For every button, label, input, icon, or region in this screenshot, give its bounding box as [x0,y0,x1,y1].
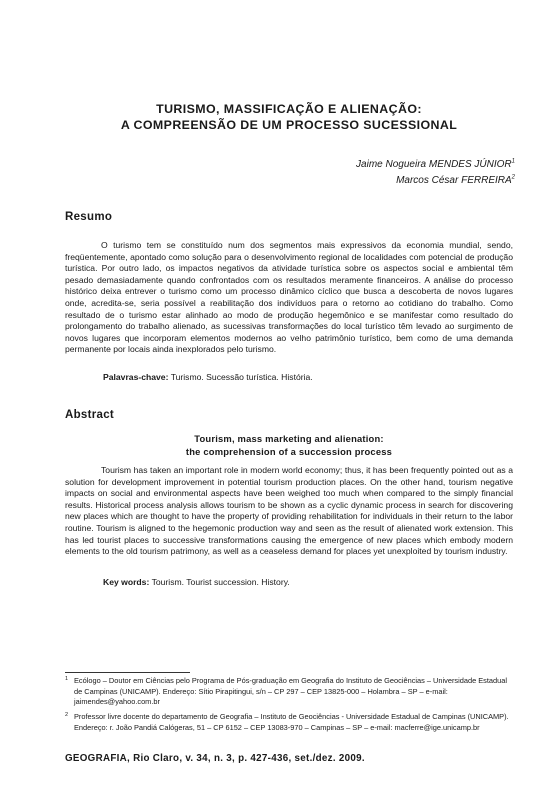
abstract-title-line-2: the comprehension of a succession process [185,446,393,457]
author-2 [356,173,515,189]
abstract-title [65,432,513,458]
keywords-label: Key words: [103,577,150,587]
author-1 [356,157,515,173]
journal-reference: GEOGRAFIA, Rio Claro, v. 34, n. 3, p. 427-436, set./dez. 2009. [65,753,365,764]
footnote-text: Ecólogo – Doutor em Ciências pelo Programa de Pós-graduação em Geografia do Instituto de Geociências – Universidade Estadual de Campinas (UNICAMP). Endereço: Sítio Pirapitingui, s/n – CP 297 – CEP 13825-000 – Holambra – SP – e-mail: jaimendes@yahoo.com.br [74,676,508,707]
footnote-1 [65,676,513,708]
footnote-divider [65,672,190,673]
footnote-mark: 1 [511,158,515,165]
keywords-text: Tourism. Tourist succession. History. [151,577,290,587]
article-title [65,101,513,133]
resumo-heading: Resumo [65,211,113,223]
keywords-label: Palavras-chave: [103,372,169,382]
author-list [356,157,515,189]
resumo-paragraph [65,240,513,356]
abstract-text: Tourism has taken an important role in modern world economy; thus, it has been frequently pointed out as a solution for development improvement in potential tourism production places. On the other hand, tourism negative impacts on social and environmental aspects have been weighed too much when compared to the simply financial results. Historical process analysis allows tourism to be shown as a cyclic dynamic process in search for discovering new places which are thought to have the property of providing rehabilitation for individuals in their return to the labor routine. Tourism is aligned to the hegemonic production way and seen as the result of alienated work extension. This has led tourist places to successive transformations causing the emergence of new places which embody modern elements to the old tourism patrimony, as well as a ceaseless demand for places yet unexploited by tourism industry. [65,465,513,557]
footnote-mark: 2 [65,712,69,718]
footnote-2 [65,712,513,733]
abstract-title-line-1: Tourism, mass marketing and alienation: [194,433,384,444]
abstract-heading: Abstract [65,409,115,421]
author-name: Marcos César FERREIRA [396,175,512,186]
abstract-paragraph [65,465,513,558]
key-words [103,577,290,588]
title-line-2: A COMPREENSÃO DE UM PROCESSO SUCESSIONAL [120,118,458,132]
keywords-text: Turismo. Sucessão turística. História. [170,372,313,382]
footnote-text: Professor livre docente do departamento de Geografia – Instituto de Geociências - Universidade Estadual de Campinas (UNICAMP). Endereço: r. João Pandiá Calógeras, 51 – CP 6152 – CEP 13083-970 – Campinas – SP – e-mail: macferre@ige.unicamp.br [74,712,509,732]
footnote-mark: 1 [65,676,69,682]
resumo-text: O turismo tem se constituído num dos segmentos mais expressivos da economia mundial, sendo, freqüentemente, apontado como solução para o desenvolvimento regional de localidades com potencial de produção turística. Por outro lado, os impactos negativos da atividade turística sobre os aspectos social e ambiental têm pesado demasiadamente quando confrontados com os resultados meramente financeiros. A análise do processo histórico deixa entrever o turismo como um processo dinâmico cíclico que busca a descoberta de novos lugares onde, acredita-se, seria possível a reabilitação dos indivíduos para o retorno ao cotidiano do trabalho. Como resultado de o turismo estar alinhado ao modo de produção hegemônico e se manifestar como resultado do prolongamento do trabalho alienado, as sucessivas transformações do local turístico têm levado ao surgimento de novos lugares que incorporam elementos modernos ao velho patrimônio turístico, bem como de uma demanda permanente por locais ainda inexplorados pelo turismo. [65,240,513,355]
footnote-mark: 2 [511,174,515,181]
palavras-chave [103,372,313,383]
author-name: Jaime Nogueira MENDES JÚNIOR [356,159,512,170]
title-line-1: TURISMO, MASSIFICAÇÃO E ALIENAÇÃO: [156,102,422,116]
